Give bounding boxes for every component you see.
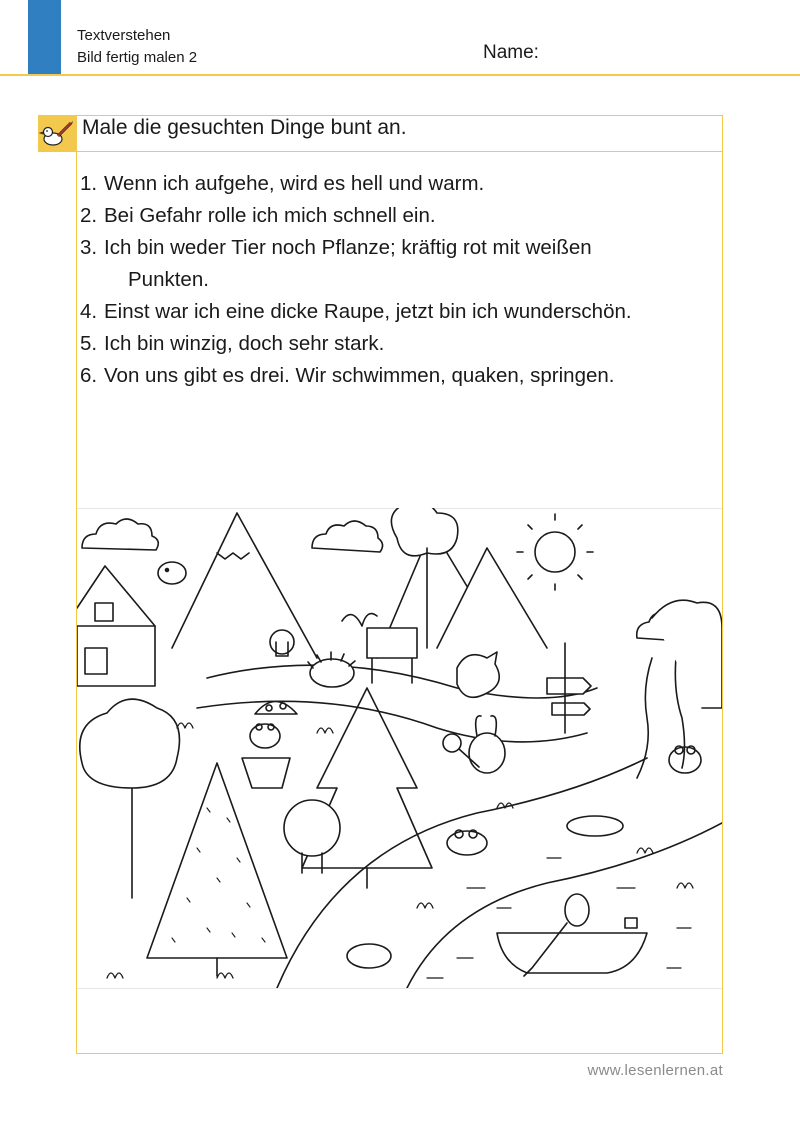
task-icon-box [38,115,76,152]
mushroom [255,702,297,715]
frog [447,831,487,855]
item-text: Bei Gefahr rolle ich mich schnell ein. [104,204,436,227]
frog [250,724,280,748]
bush [652,600,722,708]
name-label: Name: [483,42,539,63]
pine-tree [147,763,287,958]
lily-pad [567,816,623,836]
item-text: Ich bin winzig, doch sehr stark. [104,332,385,355]
header-accent-tab [28,0,61,76]
item-number: 6. [80,364,98,387]
fox [457,652,499,697]
list-item [80,328,720,360]
list-item [80,360,720,392]
item-number: 1. [80,172,98,195]
item-text: Von uns gibt es drei. Wir schwimmen, quaken, springen. [104,364,615,387]
item-text: Einst war ich eine dicke Raupe, jetzt bin ich wunderschön. [104,300,632,323]
list-item [80,200,720,232]
scene-border-bottom [77,988,722,989]
list-item [80,232,720,296]
bird [158,562,186,584]
cloud-icon [312,521,383,552]
mountain [172,513,317,658]
item-text: Ich bin weder Tier noch Pflanze; kräftig rot mit weißen [104,236,592,259]
coloring-scene [77,508,722,988]
bird [565,894,589,926]
signpost [547,643,591,733]
question-list [80,168,720,392]
header-title: Textverstehen [77,27,171,44]
rowboat [497,933,647,973]
bush [284,800,340,856]
cloud-icon [82,519,158,550]
item-text: Wenn ich aufgehe, wird es hell und warm. [104,172,485,195]
item-text-continued: Punkten. [128,268,209,291]
hedgehog [310,659,354,687]
item-number: 2. [80,204,98,227]
item-number: 5. [80,332,98,355]
item-number: 3. [80,236,98,259]
list-item [80,168,720,200]
house [77,566,155,626]
mushroom [270,630,294,654]
tree-crown [80,699,180,788]
rock [347,944,391,968]
tree-crown [391,508,457,556]
footer-url: www.lesenlernen.at [587,1062,723,1079]
header-subtitle: Bild fertig malen 2 [77,49,198,66]
task-instruction: Male die gesuchten Dinge bunt an. [82,116,407,139]
item-number: 4. [80,300,98,323]
list-item [80,296,720,328]
sun-icon [535,532,575,572]
header-divider [0,74,800,76]
rabbit [469,733,505,773]
pencil-duck-icon [38,115,76,152]
